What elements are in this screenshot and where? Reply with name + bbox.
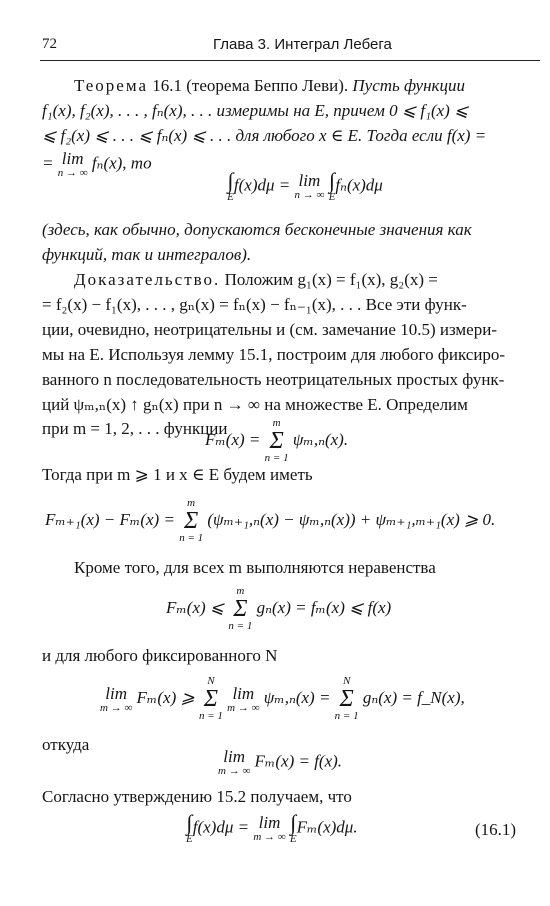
integral-domain: E bbox=[227, 191, 234, 203]
equation-number: (16.1) bbox=[475, 820, 517, 839]
text-besides: Кроме того, для всех m выполняются неравенства bbox=[74, 558, 436, 577]
theorem-formula bbox=[185, 170, 425, 203]
text-whence: откуда bbox=[42, 735, 90, 754]
lim-text: lim bbox=[223, 747, 246, 766]
sum-operator: N Σ n = 1 bbox=[334, 675, 359, 722]
equation-part-3: gₙ(x) = f_N(x), bbox=[362, 687, 465, 707]
integral-sign: ∫ E bbox=[227, 168, 234, 203]
running-head: Глава 3. Интеграл Лебега bbox=[213, 36, 392, 53]
theorem-text: Пусть функции bbox=[352, 76, 465, 95]
equation-left: Fₘ(x) = bbox=[205, 429, 265, 449]
proof-line-2: = f₂(x) − f₁(x), . . . , gₙ(x) = fₙ(x) − fₙ₋₁(x), . . . Все эти функ- bbox=[42, 295, 467, 314]
theorem-line-4 bbox=[42, 150, 152, 179]
equation-right: Fₘ(x) = f(x). bbox=[254, 751, 343, 771]
proof-line-1-text: Положим g₁(x) = f₁(x), g₂(x) = bbox=[224, 270, 438, 289]
theorem-number: 16.1 bbox=[152, 76, 183, 95]
proof-line-3: ции, очевидно, неотрицательны и (см. замечание 10.5) измери- bbox=[42, 320, 497, 339]
theorem-line-1 bbox=[74, 76, 465, 96]
integral-sign: ∫ E bbox=[328, 168, 336, 203]
equation-left: Fₘ(x) ⩽ bbox=[166, 597, 229, 617]
text-fixed: и для любого фиксированного N bbox=[42, 646, 278, 665]
limit-operator bbox=[227, 685, 259, 714]
equation-final bbox=[186, 812, 358, 845]
lim-subscript: m → ∞ bbox=[218, 765, 251, 777]
sum-upper-limit: m bbox=[272, 417, 281, 429]
equation-part-2: ψₘ,ₙ(x) = bbox=[263, 687, 335, 707]
limit-operator bbox=[253, 814, 285, 843]
limit-operator bbox=[295, 172, 325, 201]
theorem-line-2: f₁(x), f₂(x), . . . , fₙ(x), . . . измеримы на E, причем 0 ⩽ f₁(x) ⩽ bbox=[42, 101, 469, 120]
lim-text: lim bbox=[61, 149, 84, 168]
text-then: Тогда при m ⩾ 1 и x ∈ E будем иметь bbox=[42, 465, 313, 484]
lim-text: lim bbox=[232, 683, 255, 703]
limit-operator bbox=[218, 748, 250, 777]
sum-upper-limit: m bbox=[236, 585, 245, 597]
equation-limit-N bbox=[100, 676, 465, 722]
theorem-note-2: функций, так и интегралов). bbox=[42, 245, 252, 264]
equation-left: f(x)dμ = bbox=[192, 817, 254, 837]
sum-operator: m Σ n = 1 bbox=[179, 497, 204, 544]
sum-operator: N Σ n = 1 bbox=[198, 675, 223, 722]
lim-subscript: m → ∞ bbox=[100, 701, 133, 714]
integral-domain: E bbox=[289, 833, 297, 845]
theorem-title: (теорема Беппо Леви). bbox=[186, 76, 349, 95]
equation-right: Fₘ(x)dμ. bbox=[296, 817, 358, 837]
proof-label: Доказательство. bbox=[74, 270, 221, 289]
sum-operator: m Σ n = 1 bbox=[264, 417, 289, 464]
sum-upper-limit: N bbox=[207, 675, 215, 687]
proof-line-1 bbox=[74, 270, 438, 290]
formula-left: f(x)dμ = bbox=[233, 175, 295, 195]
text-statement: Согласно утверждению 15.2 получаем, что bbox=[42, 787, 352, 806]
sum-lower-limit: n = 1 bbox=[334, 710, 359, 722]
sum-lower-limit: n = 1 bbox=[179, 532, 204, 544]
equation-right: (ψₘ₊₁,ₙ(x) − ψₘ,ₙ(x)) + ψₘ₊₁,ₘ₊₁(x) ⩾ 0. bbox=[207, 509, 496, 529]
lim-subscript: n → ∞ bbox=[57, 167, 88, 179]
limit-operator bbox=[100, 685, 132, 714]
theorem-label: Теорема bbox=[74, 76, 149, 95]
proof-line-6: ций ψₘ,ₙ(x) ↑ gₙ(x) при n → ∞ на множестве E. Определим bbox=[42, 395, 468, 414]
limit-operator bbox=[58, 150, 88, 179]
proof-line-4: мы на E. Используя лемму 15.1, построим для любого фиксиро- bbox=[42, 345, 506, 364]
theorem-note-1: (здесь, как обычно, допускаются бесконечные значения как bbox=[42, 220, 472, 239]
equation-right: ψₘ,ₙ(x). bbox=[292, 429, 349, 449]
lim-text: lim bbox=[298, 171, 321, 190]
equals-sign: = bbox=[42, 153, 58, 173]
lim-text: lim bbox=[105, 683, 128, 703]
equation-difference bbox=[45, 498, 495, 544]
equation-left: Fₘ₊₁(x) − Fₘ(x) = bbox=[45, 509, 180, 529]
proof-line-7: при m = 1, 2, . . . функции bbox=[42, 419, 228, 438]
equation-part-1: Fₘ(x) ⩾ bbox=[136, 687, 199, 707]
equation-limit-F bbox=[218, 748, 342, 777]
lim-subscript: m → ∞ bbox=[253, 831, 286, 843]
sum-operator: m Σ n = 1 bbox=[228, 585, 253, 632]
lim-text: lim bbox=[258, 813, 281, 832]
equation-right: gₙ(x) = fₘ(x) ⩽ f(x) bbox=[256, 597, 392, 617]
proof-line-5: ванного n последовательность неотрицательных простых функ- bbox=[42, 370, 505, 389]
integral-domain: E bbox=[186, 833, 193, 845]
formula-right: fₙ(x)dμ bbox=[335, 175, 383, 195]
sum-lower-limit: n = 1 bbox=[228, 620, 253, 632]
lim-subscript: m → ∞ bbox=[227, 701, 260, 714]
theorem-line-3: ⩽ f₂(x) ⩽ . . . ⩽ fₙ(x) ⩽ . . . для любого x ∈ E. Тогда если f(x) = bbox=[42, 126, 487, 145]
integral-sign: ∫ E bbox=[186, 810, 193, 845]
page-number: 72 bbox=[42, 36, 57, 52]
sum-upper-limit: m bbox=[187, 497, 196, 509]
equation-inequality bbox=[166, 586, 391, 632]
sum-lower-limit: n = 1 bbox=[264, 452, 289, 464]
header-rule bbox=[40, 60, 540, 61]
sum-lower-limit: n = 1 bbox=[198, 710, 223, 722]
sum-upper-limit: N bbox=[342, 675, 351, 687]
integral-domain: E bbox=[328, 191, 336, 203]
lim-subscript: n → ∞ bbox=[294, 189, 325, 201]
theorem-line-4-text: fₙ(x), то bbox=[91, 153, 152, 173]
integral-sign: ∫ E bbox=[289, 810, 297, 845]
equation-F-definition bbox=[205, 418, 348, 464]
